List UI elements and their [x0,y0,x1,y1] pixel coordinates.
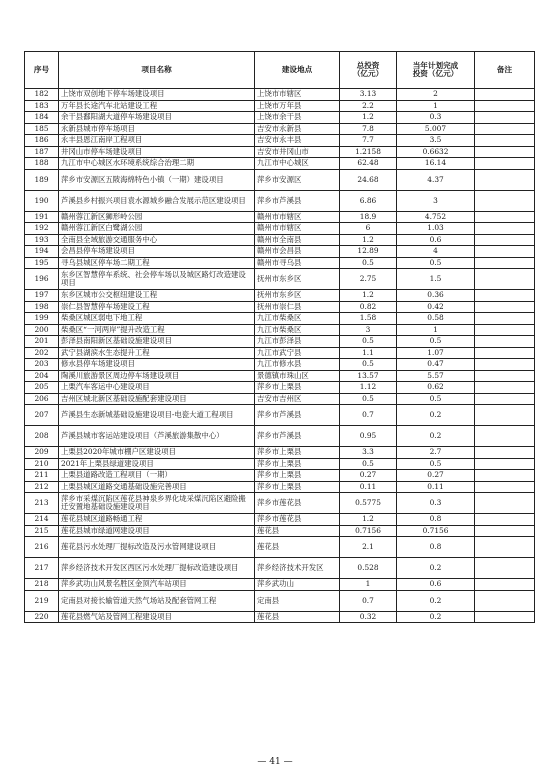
row-location-cell: 九江市柴桑区 [255,313,340,325]
row-name-cell: 永新县城市停车场项目 [59,123,255,135]
header-plan: 当年计划完成 投资（亿元） [397,52,475,89]
row-name-cell: 柴桑区城区弱电下地工程 [59,313,255,325]
row-no-cell: 208 [25,426,59,447]
table-row [25,611,535,623]
table-row [25,382,535,394]
row-name-cell: 会昌县停车场建设项目 [59,246,255,258]
table-row [25,324,535,336]
row-note-cell [475,579,535,591]
row-note-cell [475,246,535,258]
row-note-cell [475,211,535,223]
row-plan-cell: 2 [397,89,475,101]
row-total-cell: 0.5 [340,359,397,371]
row-plan-cell: 5.57 [397,370,475,382]
row-no-cell: 203 [25,359,59,371]
table-row [25,579,535,591]
table-body [25,89,535,623]
row-name-cell: 上栗县道路改造工程项目（一期） [59,470,255,482]
row-note-cell [475,611,535,623]
row-name-cell: 芦溪县生态新城基础设施建设项目-电瓷大道工程项目 [59,405,255,426]
row-note-cell [475,223,535,235]
row-note-cell [475,100,535,112]
row-plan-cell: 1.07 [397,347,475,359]
table-row [25,246,535,258]
row-total-cell: 0.5 [340,257,397,269]
row-no-cell: 210 [25,458,59,470]
row-no-cell: 216 [25,537,59,558]
row-note-cell [475,123,535,135]
row-total-cell: 7.8 [340,123,397,135]
table-row [25,135,535,147]
row-plan-cell: 0.5 [397,393,475,405]
row-location-cell: 吉安市吉州区 [255,393,340,405]
row-location-cell: 抚州市崇仁县 [255,301,340,313]
row-location-cell: 萍乡市莲花县 [255,514,340,526]
row-location-cell: 九江市修水县 [255,359,340,371]
row-no-cell: 215 [25,525,59,537]
table-row [25,89,535,101]
table-row [25,112,535,124]
row-note-cell [475,426,535,447]
row-note-cell [475,458,535,470]
row-note-cell [475,359,535,371]
table-row [25,405,535,426]
table-row [25,100,535,112]
row-location-cell: 九江市中心城区 [255,158,340,170]
row-no-cell: 217 [25,558,59,579]
row-name-cell: 全南县全域旅游交通服务中心 [59,234,255,246]
row-plan-cell: 1.03 [397,223,475,235]
row-no-cell: 196 [25,269,59,290]
row-name-cell: 余干县鄱阳湖大道停车场建设项目 [59,112,255,124]
row-location-cell: 定南县 [255,590,340,611]
row-plan-cell: 0.2 [397,611,475,623]
row-plan-cell: 0.36 [397,290,475,302]
row-note-cell [475,313,535,325]
row-total-cell: 62.48 [340,158,397,170]
row-name-cell: 万年县长途汽车北站建设工程 [59,100,255,112]
row-name-cell: 上栗汽车客运中心建设项目 [59,382,255,394]
row-total-cell: 1.2 [340,234,397,246]
row-total-cell: 0.82 [340,301,397,313]
row-note-cell [475,324,535,336]
row-name-cell: 上饶市双创地下停车场建设项目 [59,89,255,101]
row-total-cell: 1.2 [340,112,397,124]
row-name-cell: 莲花县污水处理厂提标改造及污水管网建设项目 [59,537,255,558]
table-row [25,370,535,382]
row-no-cell: 209 [25,447,59,459]
row-no-cell: 202 [25,347,59,359]
row-total-cell: 0.5775 [340,493,397,514]
row-plan-cell: 0.3 [397,112,475,124]
row-note-cell [475,135,535,147]
row-plan-cell: 4 [397,246,475,258]
row-plan-cell: 0.5 [397,257,475,269]
row-no-cell: 195 [25,257,59,269]
row-location-cell: 赣州市会昌县 [255,246,340,258]
row-note-cell [475,190,535,211]
row-total-cell: 3 [340,324,397,336]
row-total-cell: 0.5 [340,393,397,405]
table-row [25,470,535,482]
row-plan-cell: 0.58 [397,313,475,325]
row-location-cell: 赣州市市辖区 [255,211,340,223]
row-total-cell: 0.5 [340,336,397,348]
row-total-cell: 0.32 [340,611,397,623]
row-name-cell: 上栗县城区道路交通基础设施完善项目 [59,481,255,493]
row-note-cell [475,590,535,611]
row-name-cell: 莲花县城市绿道网建设项目 [59,525,255,537]
row-no-cell: 212 [25,481,59,493]
row-location-cell: 莲花县 [255,525,340,537]
row-location-cell: 赣州市全南县 [255,234,340,246]
row-total-cell: 7.7 [340,135,397,147]
row-no-cell: 184 [25,112,59,124]
row-no-cell: 220 [25,611,59,623]
row-plan-cell: 0.3 [397,493,475,514]
row-note-cell [475,405,535,426]
row-location-cell: 萍乡市上栗县 [255,447,340,459]
row-no-cell: 213 [25,493,59,514]
row-no-cell: 188 [25,158,59,170]
table-row [25,211,535,223]
row-note-cell [475,470,535,482]
table-row [25,234,535,246]
row-note-cell [475,558,535,579]
document-page [24,51,534,623]
row-note-cell [475,481,535,493]
row-location-cell: 萍乡市芦溪县 [255,426,340,447]
row-name-cell: 赣州蓉江新区狮形岭公园 [59,211,255,223]
row-total-cell: 6.86 [340,190,397,211]
row-no-cell: 182 [25,89,59,101]
row-no-cell: 204 [25,370,59,382]
row-total-cell: 1.2158 [340,146,397,158]
row-name-cell: 莲花县燃气站及管网工程建设项目 [59,611,255,623]
row-name-cell: 芦溪县城市客运站建设项目（芦溪旅游集散中心） [59,426,255,447]
table-row [25,313,535,325]
row-note-cell [475,158,535,170]
row-no-cell: 198 [25,301,59,313]
row-note-cell [475,89,535,101]
row-total-cell: 3.3 [340,447,397,459]
row-location-cell: 九江市武宁县 [255,347,340,359]
table-row [25,359,535,371]
row-name-cell: 萍乡市采煤沉陷区莲花县神泉乡界化垅采煤沉陷区避险搬迁安置地基础设施建设项目 [59,493,255,514]
row-name-cell: 彭泽县南阳新区基础设施建设项目 [59,336,255,348]
row-plan-cell: 1 [397,324,475,336]
row-no-cell: 207 [25,405,59,426]
row-no-cell: 219 [25,590,59,611]
row-note-cell [475,370,535,382]
header-note: 备注 [475,52,535,89]
row-total-cell: 13.57 [340,370,397,382]
row-total-cell: 1.2 [340,290,397,302]
table-row [25,146,535,158]
row-plan-cell: 0.6632 [397,146,475,158]
row-location-cell: 萍乡武功山 [255,579,340,591]
row-no-cell: 199 [25,313,59,325]
row-name-cell: 崇仁县智慧停车场建设工程 [59,301,255,313]
row-location-cell: 抚州市东乡区 [255,290,340,302]
row-location-cell: 上饶市余干县 [255,112,340,124]
row-total-cell: 0.27 [340,470,397,482]
row-total-cell: 12.89 [340,246,397,258]
row-location-cell: 赣州市寻乌县 [255,257,340,269]
row-location-cell: 抚州市东乡区 [255,269,340,290]
row-location-cell: 莲花县 [255,537,340,558]
row-name-cell: 陶溪川旅游景区周边停车场建设项目 [59,370,255,382]
table-row [25,290,535,302]
row-name-cell: 吉州区城北新区基础设施配套建设项目 [59,393,255,405]
row-no-cell: 190 [25,190,59,211]
row-name-cell: 上栗县2020年城市棚户区建设项目 [59,447,255,459]
row-name-cell: 修水县停车场建设项目 [59,359,255,371]
row-name-cell: 东乡区城市公交枢纽建设工程 [59,290,255,302]
row-note-cell [475,347,535,359]
row-plan-cell: 3.5 [397,135,475,147]
header-location: 建设地点 [255,52,340,89]
page-number: — 41 — [257,757,293,767]
table-row [25,301,535,313]
row-no-cell: 205 [25,382,59,394]
row-name-cell: 寻乌县城区停车场二期工程 [59,257,255,269]
row-no-cell: 186 [25,135,59,147]
row-location-cell: 上饶市万年县 [255,100,340,112]
table-row [25,169,535,190]
row-name-cell: 永丰县恩江南岸工程项目 [59,135,255,147]
row-plan-cell: 1.5 [397,269,475,290]
row-total-cell: 0.11 [340,481,397,493]
table-row [25,393,535,405]
row-note-cell [475,537,535,558]
row-no-cell: 194 [25,246,59,258]
row-plan-cell: 2.7 [397,447,475,459]
row-name-cell: 萍乡经济技术开发区西区污水处理厂提标改造建设项目 [59,558,255,579]
row-plan-cell: 0.42 [397,301,475,313]
row-note-cell [475,514,535,526]
row-total-cell: 2.2 [340,100,397,112]
row-plan-cell: 0.7156 [397,525,475,537]
header-total: 总投资 （亿元） [340,52,397,89]
header-no: 序号 [25,52,59,89]
row-total-cell: 6 [340,223,397,235]
row-plan-cell: 16.14 [397,158,475,170]
row-plan-cell: 5.007 [397,123,475,135]
table-row [25,347,535,359]
row-no-cell: 191 [25,211,59,223]
row-plan-cell: 1 [397,100,475,112]
row-name-cell: 芦溪县乡村振兴项目袁水源城乡融合发展示范区建设项目 [59,190,255,211]
row-plan-cell: 0.2 [397,426,475,447]
row-location-cell: 九江市柴桑区 [255,324,340,336]
row-name-cell: 2021年上栗县绿道建设项目 [59,458,255,470]
row-plan-cell: 0.2 [397,558,475,579]
row-plan-cell: 0.62 [397,382,475,394]
row-total-cell: 0.7 [340,405,397,426]
row-plan-cell: 4.37 [397,169,475,190]
row-name-cell: 莲花县城区道路畅通工程 [59,514,255,526]
row-note-cell [475,257,535,269]
table-row [25,269,535,290]
row-location-cell: 萍乡市安源区 [255,169,340,190]
row-location-cell: 萍乡市上栗县 [255,481,340,493]
row-plan-cell: 0.27 [397,470,475,482]
row-no-cell: 187 [25,146,59,158]
row-plan-cell: 0.5 [397,336,475,348]
table-row [25,458,535,470]
row-plan-cell: 0.5 [397,458,475,470]
row-name-cell: 武宁县湖滨水生态提升工程 [59,347,255,359]
row-note-cell [475,525,535,537]
row-no-cell: 192 [25,223,59,235]
row-note-cell [475,382,535,394]
row-no-cell: 214 [25,514,59,526]
row-plan-cell: 0.11 [397,481,475,493]
row-no-cell: 185 [25,123,59,135]
row-location-cell: 萍乡市芦溪县 [255,190,340,211]
row-location-cell: 萍乡市上栗县 [255,458,340,470]
table-row [25,590,535,611]
projects-table [24,51,535,623]
row-name-cell: 井冈山市停车场建设项目 [59,146,255,158]
row-plan-cell: 3 [397,190,475,211]
table-row [25,158,535,170]
row-name-cell: 赣州蓉江新区白鹭湖公园 [59,223,255,235]
row-total-cell: 0.5 [340,458,397,470]
row-note-cell [475,146,535,158]
row-total-cell: 18.9 [340,211,397,223]
row-total-cell: 0.7 [340,590,397,611]
row-no-cell: 201 [25,336,59,348]
table-row [25,426,535,447]
row-total-cell: 1.12 [340,382,397,394]
table-row [25,525,535,537]
row-location-cell: 景德镇市珠山区 [255,370,340,382]
header-name: 项目名称 [59,52,255,89]
row-note-cell [475,336,535,348]
row-total-cell: 1.1 [340,347,397,359]
row-no-cell: 206 [25,393,59,405]
row-total-cell: 1.2 [340,514,397,526]
row-location-cell: 萍乡市莲花县 [255,493,340,514]
row-location-cell: 萍乡市上栗县 [255,470,340,482]
row-total-cell: 1.58 [340,313,397,325]
row-plan-cell: 0.2 [397,405,475,426]
table-header-row [25,52,535,89]
row-location-cell: 吉安市永丰县 [255,135,340,147]
row-total-cell: 1 [340,579,397,591]
row-name-cell: 东乡区智慧停车系统、社会停车场以及城区路灯改造建设项目 [59,269,255,290]
row-location-cell: 萍乡市芦溪县 [255,405,340,426]
table-row [25,123,535,135]
table-row [25,514,535,526]
row-name-cell: 萍乡武功山风景名胜区金顶汽车站项目 [59,579,255,591]
row-plan-cell: 0.6 [397,579,475,591]
row-total-cell: 24.68 [340,169,397,190]
row-total-cell: 0.95 [340,426,397,447]
row-no-cell: 197 [25,290,59,302]
row-note-cell [475,269,535,290]
table-row [25,447,535,459]
row-note-cell [475,112,535,124]
row-plan-cell: 0.47 [397,359,475,371]
table-row [25,336,535,348]
table-row [25,257,535,269]
row-location-cell: 九江市彭泽县 [255,336,340,348]
row-note-cell [475,169,535,190]
table-row [25,481,535,493]
row-location-cell: 萍乡经济技术开发区 [255,558,340,579]
row-total-cell: 3.13 [340,89,397,101]
row-plan-cell: 4.752 [397,211,475,223]
row-total-cell: 0.7156 [340,525,397,537]
table-row [25,537,535,558]
row-no-cell: 211 [25,470,59,482]
row-plan-cell: 0.8 [397,514,475,526]
row-note-cell [475,290,535,302]
row-total-cell: 2.75 [340,269,397,290]
row-location-cell: 赣州市市辖区 [255,223,340,235]
row-note-cell [475,234,535,246]
row-location-cell: 吉安市永新县 [255,123,340,135]
row-plan-cell: 0.6 [397,234,475,246]
row-no-cell: 200 [25,324,59,336]
row-location-cell: 吉安市井冈山市 [255,146,340,158]
table-row [25,493,535,514]
table-row [25,223,535,235]
row-total-cell: 0.528 [340,558,397,579]
row-location-cell: 萍乡市上栗县 [255,382,340,394]
row-plan-cell: 0.2 [397,590,475,611]
row-plan-cell: 0.8 [397,537,475,558]
row-name-cell: 萍乡市安源区五陂海绵特色小镇（一期）建设项目 [59,169,255,190]
row-no-cell: 218 [25,579,59,591]
table-row [25,558,535,579]
row-location-cell: 上饶市市辖区 [255,89,340,101]
row-name-cell: 柴桑区“一河两岸”提升改造工程 [59,324,255,336]
row-note-cell [475,447,535,459]
row-name-cell: 九江市中心城区水环境系统综合治理二期 [59,158,255,170]
row-no-cell: 193 [25,234,59,246]
row-note-cell [475,301,535,313]
row-total-cell: 2.1 [340,537,397,558]
row-note-cell [475,393,535,405]
row-note-cell [475,493,535,514]
row-name-cell: 定南县对接长输管道天然气场站及配套管网工程 [59,590,255,611]
table-row [25,190,535,211]
row-location-cell: 莲花县 [255,611,340,623]
row-no-cell: 183 [25,100,59,112]
row-no-cell: 189 [25,169,59,190]
